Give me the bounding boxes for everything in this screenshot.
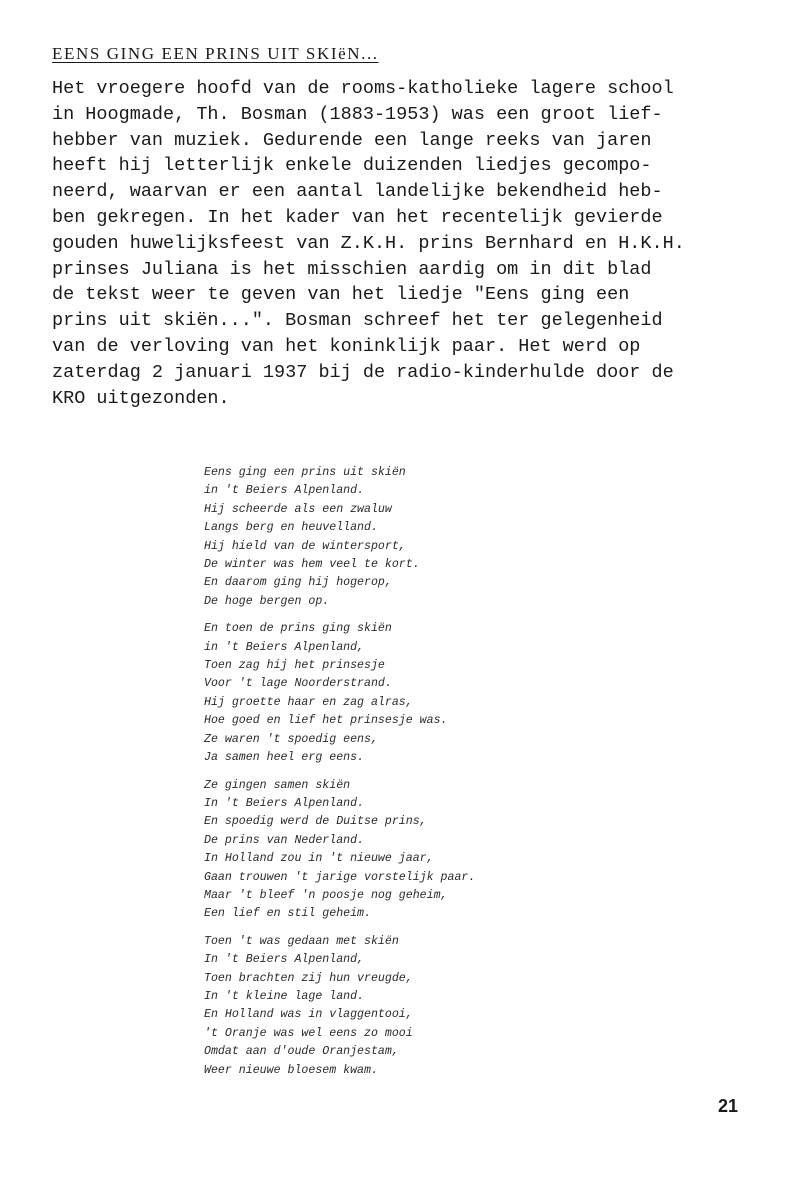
lyric-line: En toen de prins ging skiën xyxy=(204,622,392,636)
lyric-line: in 't Beiers Alpenland. xyxy=(204,484,365,498)
intro-line: Het vroegere hoofd van de rooms-katholieke lagere school xyxy=(52,78,674,99)
lyric-line: Hij scheerde als een zwaluw xyxy=(204,502,392,516)
lyric-line: Weer nieuwe bloesem kwam. xyxy=(204,1063,378,1077)
lyric-line: Maar 't bleef 'n poosje nog geheim, xyxy=(204,888,448,902)
lyric-line: Toen 't was gedaan met skiën xyxy=(204,934,399,948)
lyric-line: In 't Beiers Alpenland. xyxy=(204,796,365,810)
lyric-line: In 't kleine lage land. xyxy=(204,989,365,1003)
intro-line: van de verloving van het koninklijk paar. Het werd op xyxy=(52,335,641,357)
lyric-line: En spoedig werd de Duitse prins, xyxy=(204,815,427,829)
lyric-line: 't Oranje was wel eens zo mooi xyxy=(204,1026,413,1040)
song-stanza xyxy=(204,933,604,1080)
lyric-line: De winter was hem veel te kort. xyxy=(204,558,420,572)
lyric-line: Een lief en stil geheim. xyxy=(204,907,371,921)
intro-line: prinses Juliana is het misschien aardig om in dit blad xyxy=(52,258,652,280)
lyric-line: Toen zag hij het prinsesje xyxy=(204,659,385,673)
intro-line: hebber van muziek. Gedurende een lange reeks van jaren xyxy=(52,129,652,151)
lyric-line: Toen brachten zij hun vreugde, xyxy=(204,971,413,985)
lyric-line: Hoe goed en lief het prinsesje was. xyxy=(204,714,448,728)
intro-line: heeft hij letterlijk enkele duizenden liedjes gecompo- xyxy=(52,155,652,177)
lyric-line: in 't Beiers Alpenland, xyxy=(204,640,365,654)
lyric-line: En daarom ging hij hogerop, xyxy=(204,576,392,590)
intro-line: ben gekregen. In het kader van het recentelijk gevierde xyxy=(52,206,663,228)
lyric-line: Hij groette haar en zag alras, xyxy=(204,695,413,709)
intro-line: zaterdag 2 januari 1937 bij de radio-kinderhulde door de xyxy=(52,361,674,383)
intro-paragraph xyxy=(52,76,772,411)
intro-line: gouden huwelijksfeest van Z.K.H. prins Bernhard en H.K.H. xyxy=(52,232,685,254)
lyric-line: Eens ging een prins uit skiën xyxy=(204,466,406,479)
article-title: EENS GING EEN PRINS UIT SKIëN... xyxy=(52,44,379,63)
lyric-line: Ja samen heel erg eens. xyxy=(204,751,365,765)
lyric-line: De hoge bergen op. xyxy=(204,594,330,608)
lyric-line: Ze gingen samen skiën xyxy=(204,778,351,792)
lyric-line: Hij hield van de wintersport, xyxy=(204,539,406,553)
lyric-line: Langs berg en heuvelland. xyxy=(204,521,378,535)
lyric-line: De prins van Nederland. xyxy=(204,833,365,847)
lyric-line: Gaan trouwen 't jarige vorstelijk paar. xyxy=(204,870,476,884)
lyric-line: Ze waren 't spoedig eens, xyxy=(204,732,378,746)
song-stanza xyxy=(204,620,604,767)
intro-line: KRO uitgezonden. xyxy=(52,387,230,409)
song-stanza xyxy=(204,464,604,611)
page-number: 21 xyxy=(718,1096,739,1116)
intro-line: de tekst weer te geven van het liedje "Eens ging een xyxy=(52,284,630,306)
lyric-line: In Holland zou in 't nieuwe jaar, xyxy=(204,852,434,866)
intro-line: prins uit skiën...". Bosman schreef het ter gelegenheid xyxy=(52,310,663,332)
lyric-line: Omdat aan d'oude Oranjestam, xyxy=(204,1045,399,1059)
lyric-line: In 't Beiers Alpenland, xyxy=(204,953,365,967)
lyric-line: En Holland was in vlaggentooi, xyxy=(204,1008,413,1022)
intro-line: in Hoogmade, Th. Bosman (1883-1953) was een groot lief- xyxy=(52,103,663,125)
lyric-line: Voor 't lage Noorderstrand. xyxy=(204,677,392,691)
song-stanza xyxy=(204,777,604,924)
song-lyrics xyxy=(204,464,604,1089)
intro-line: neerd, waarvan er een aantal landelijke bekendheid heb- xyxy=(52,181,663,203)
